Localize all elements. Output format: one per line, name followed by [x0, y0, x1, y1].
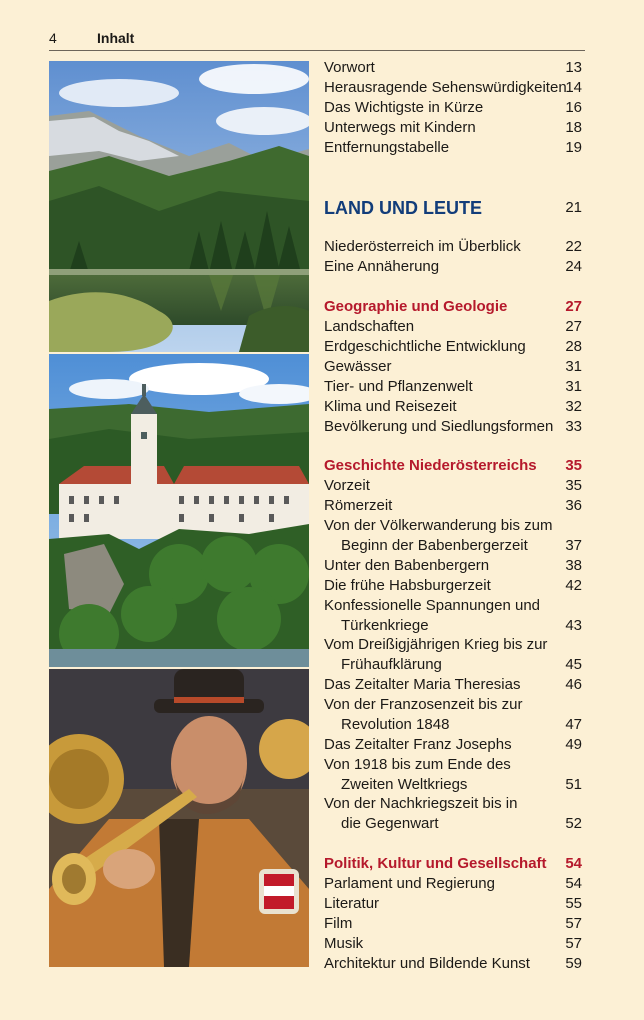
toc-entry[interactable]: Von der Nachkriegszeit bis in — [324, 795, 518, 812]
toc-entry[interactable]: Bevölkerung und Siedlungsformen 33 — [324, 418, 582, 435]
toc-entry[interactable]: Entfernungstabelle 19 — [324, 139, 582, 156]
toc-entry[interactable]: Parlament und Regierung 54 — [324, 875, 582, 892]
toc-entry[interactable]: Das Wichtigste in Kürze 16 — [324, 99, 582, 116]
toc-entry[interactable]: Zweiten Weltkriegs 51 — [341, 776, 582, 793]
page-number: 4 — [49, 30, 57, 46]
toc-entry[interactable]: Gewässer 31 — [324, 358, 582, 375]
toc-entry[interactable]: Unter den Babenbergern 38 — [324, 557, 582, 574]
toc-entry[interactable]: Revolution 1848 47 — [341, 716, 582, 733]
toc-section-heading[interactable]: Geschichte Niederösterreichs 35 — [324, 457, 582, 474]
toc-entry[interactable]: Architektur und Bildende Kunst 59 — [324, 955, 582, 972]
toc-entry[interactable]: Vom Dreißigjährigen Krieg bis zur — [324, 636, 548, 653]
toc-entry[interactable]: Unterwegs mit Kindern 18 — [324, 119, 582, 136]
toc-entry[interactable]: Vorzeit 35 — [324, 477, 582, 494]
castle-photo — [49, 354, 309, 667]
toc-entry[interactable]: Von der Völkerwanderung bis zum — [324, 517, 553, 534]
toc-entry[interactable]: Literatur 55 — [324, 895, 582, 912]
toc-section-heading[interactable]: Politik, Kultur und Gesellschaft 54 — [324, 855, 582, 872]
toc-entry[interactable]: Erdgeschichtliche Entwicklung 28 — [324, 338, 582, 355]
toc-entry[interactable]: Klima und Reisezeit 32 — [324, 398, 582, 415]
toc-entry[interactable]: Römerzeit 36 — [324, 497, 582, 514]
toc-chapter-heading[interactable]: LAND UND LEUTE 21 — [324, 198, 582, 218]
toc-entry[interactable]: Türkenkriege 43 — [341, 617, 582, 634]
toc-entry[interactable]: Herausragende Sehenswürdigkeiten 14 — [324, 79, 582, 96]
toc-entry[interactable]: Von der Franzosenzeit bis zur — [324, 696, 523, 713]
toc-entry[interactable]: Das Zeitalter Maria Theresias 46 — [324, 676, 582, 693]
toc-entry[interactable]: Film 57 — [324, 915, 582, 932]
toc-entry[interactable]: Von 1918 bis zum Ende des — [324, 756, 511, 773]
mountain-lake-photo — [49, 61, 309, 352]
photo-column — [49, 61, 309, 967]
toc-entry[interactable]: Musik 57 — [324, 935, 582, 952]
toc-section-heading[interactable]: Geographie und Geologie 27 — [324, 298, 582, 315]
page-header — [49, 30, 585, 51]
toc-entry[interactable]: Die frühe Habsburgerzeit 42 — [324, 577, 582, 594]
brass-musician-photo — [49, 669, 309, 967]
toc-entry[interactable]: Landschaften 27 — [324, 318, 582, 335]
toc-entry[interactable]: Das Zeitalter Franz Josephs 49 — [324, 736, 582, 753]
toc-entry[interactable]: Niederösterreich im Überblick 22 — [324, 238, 582, 255]
toc-entry[interactable]: Konfessionelle Spannungen und — [324, 597, 541, 614]
toc-entry[interactable]: Tier- und Pflanzenwelt 31 — [324, 378, 582, 395]
running-title: Inhalt — [97, 30, 135, 46]
toc-entry[interactable]: Eine Annäherung 24 — [324, 258, 582, 275]
toc-entry[interactable]: die Gegenwart 52 — [341, 815, 582, 832]
toc-entry[interactable]: Beginn der Babenbergerzeit 37 — [341, 537, 582, 554]
toc-entry[interactable]: Frühaufklärung 45 — [341, 656, 582, 673]
toc-entry[interactable]: Vorwort 13 — [324, 59, 582, 76]
